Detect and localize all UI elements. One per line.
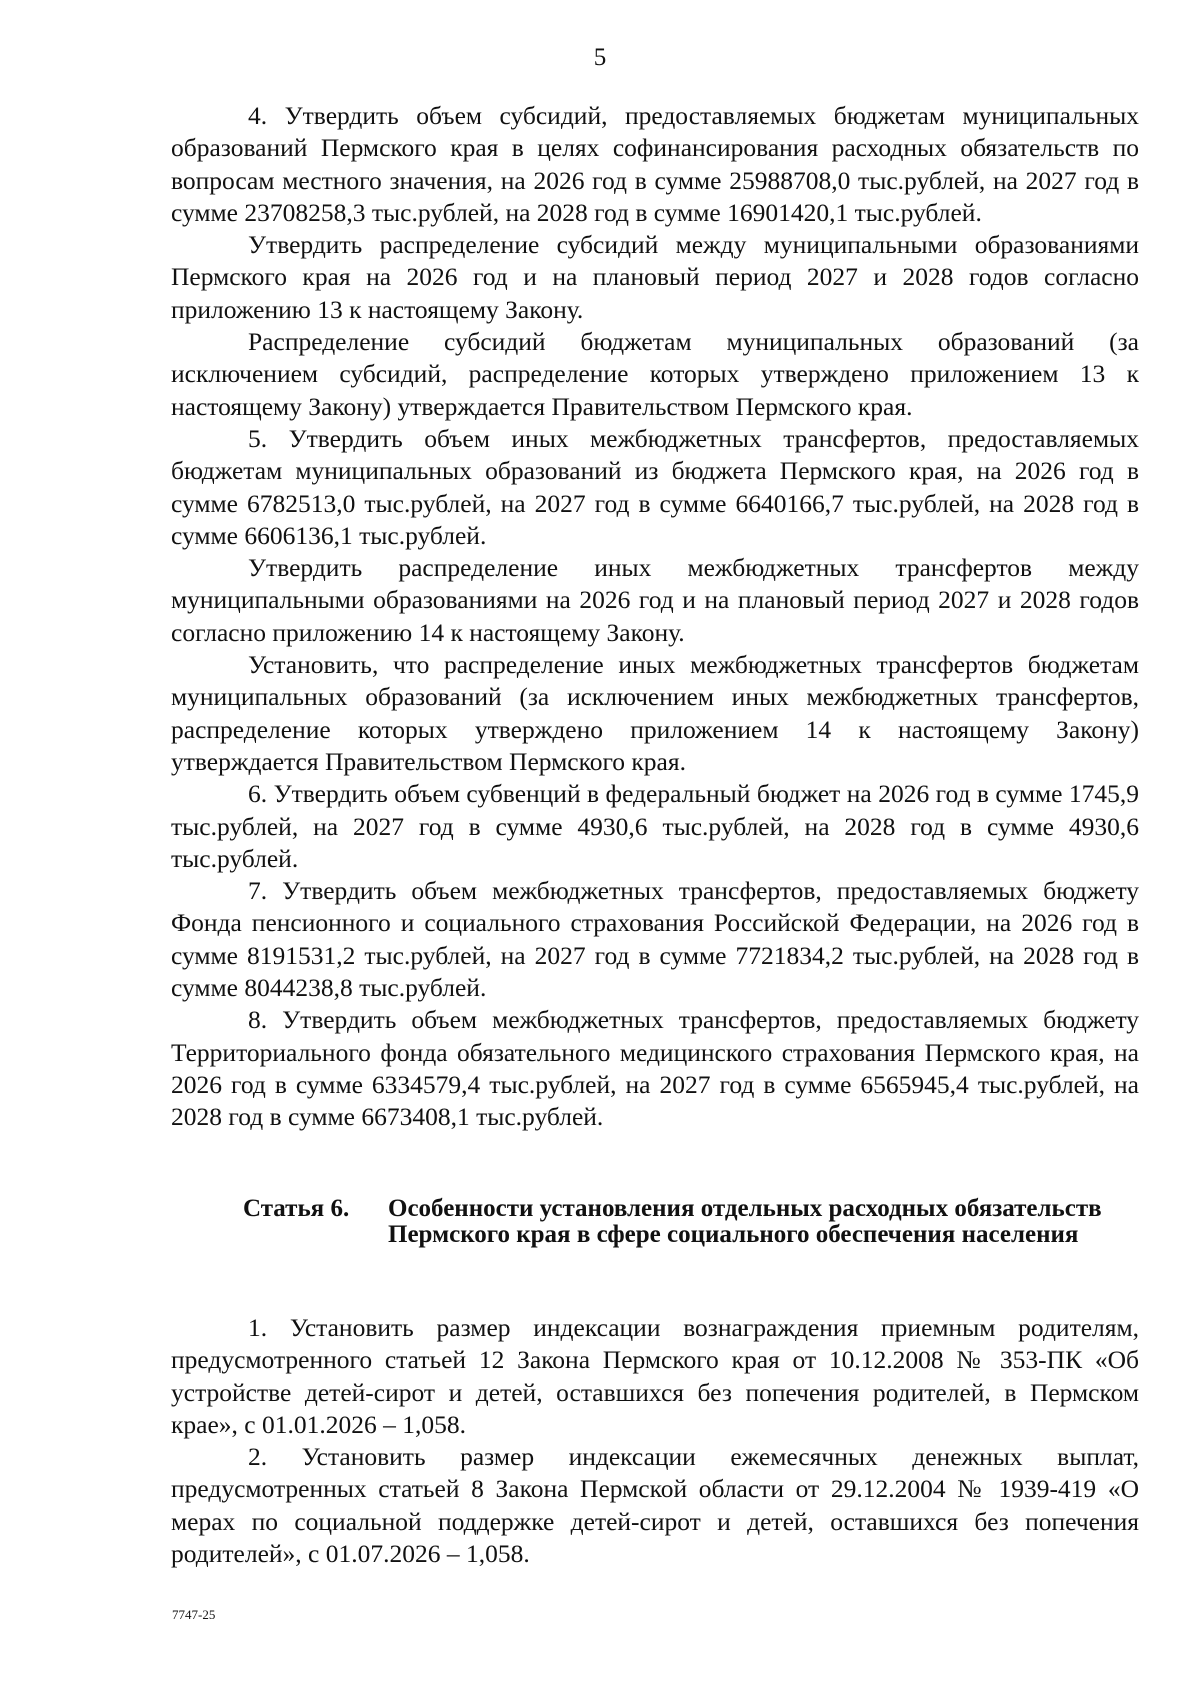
article-number: Статья 6.: [243, 1195, 350, 1222]
paragraph-subventions-federal: 6. Утвердить объем субвенций в федеральный бюджет на 2026 год в сумме 1745,9 тыс.рублей, на 2027 год в сумме 4930,6 тыс.рублей, на 2028 год в сумме 4930,6 тыс.рублей.: [171, 779, 1139, 873]
article-5-continuation: [171, 100, 1139, 1134]
paragraph-subsidies-volume: 4. Утвердить объем субсидий, предоставляемых бюджетам муниципальных образований Пермского края в целях софинансирования расходных обязательств по вопросам местного значения, на 2026 год в сумме 25988708,0 тыс.рублей, на 2027 год в сумме 23708258,3 тыс.рублей, на 2028 год в сумме 16901420,1 тыс.рублей.: [171, 101, 1139, 227]
paragraph-transfers-distribution: Утвердить распределение иных межбюджетных трансфертов между муниципальными образованиями на 2026 год и на плановый период 2027 и 2028 годов согласно приложению 14 к настоящему Закону.: [171, 553, 1139, 647]
paragraph-monthly-payments-indexation: 2. Установить размер индексации ежемесячных денежных выплат, предусмотренных статьей 8 Закона Пермской области от 29.12.2004 № 1939-419 «О мерах по социальной поддержке детей-сирот и детей, оставшихся без попечения родителей», с 01.07.2026 – 1,058.: [171, 1442, 1139, 1569]
paragraph-foster-indexation: 1. Установить размер индексации вознаграждения приемным родителям, предусмотренного статьей 12 Закона Пермского края от 10.12.2008 № 353-ПК «Об устройстве детей-сирот и детей, оставшихся без попечения родителей, в Пермском крае», с 01.01.2026 – 1,058.: [171, 1313, 1139, 1439]
article-title: Особенности установления отдельных расходных обязательств Пермского края в сфере социального обеспечения населения: [388, 1195, 1102, 1248]
page-number: 5: [593, 44, 607, 71]
article-heading: [243, 1196, 1123, 1247]
article-6-body: [171, 1312, 1139, 1570]
document-code: 7747-25: [172, 1607, 216, 1622]
paragraph-transfers-government: Установить, что распределение иных межбюджетных трансфертов бюджетам муниципальных образований (за исключением иных межбюджетных трансфертов, распределение которых утверждено приложением 14 к настоящему Закону) утверждается Правительством Пермского края.: [171, 650, 1139, 776]
paragraph-pension-fund-transfers: 7. Утвердить объем межбюджетных трансфертов, предоставляемых бюджету Фонда пенсионного и социального страхования Российской Федерации, на 2026 год в сумме 8191531,2 тыс.рублей, на 2027 год в сумме 7721834,2 тыс.рублей, на 2028 год в сумме 8044238,8 тыс.рублей.: [171, 876, 1139, 1003]
paragraph-subsidies-distribution: Утвердить распределение субсидий между муниципальными образованиями Пермского края на 2026 год и на плановый период 2027 и 2028 годов согласно приложению 13 к настоящему Закону.: [171, 230, 1139, 324]
paragraph-transfers-volume: 5. Утвердить объем иных межбюджетных трансфертов, предоставляемых бюджетам муниципальных образований из бюджета Пермского края, на 2026 год в сумме 6782513,0 тыс.рублей, на 2027 год в сумме 6640166,7 тыс.рублей, на 2028 год в сумме 6606136,1 тыс.рублей.: [171, 423, 1139, 550]
paragraph-subsidies-government: Распределение субсидий бюджетам муниципальных образований (за исключением субсидий, распределение которых утверждено приложением 13 к настоящему Закону) утверждается Правительством Пермского края.: [171, 327, 1139, 421]
paragraph-medical-fund-transfers: 8. Утвердить объем межбюджетных трансфертов, предоставляемых бюджету Территориального фонда обязательного медицинского страхования Пермского края, на 2026 год в сумме 6334579,4 тыс.рублей, на 2027 год в сумме 6565945,4 тыс.рублей, на 2028 год в сумме 6673408,1 тыс.рублей.: [171, 1005, 1139, 1132]
